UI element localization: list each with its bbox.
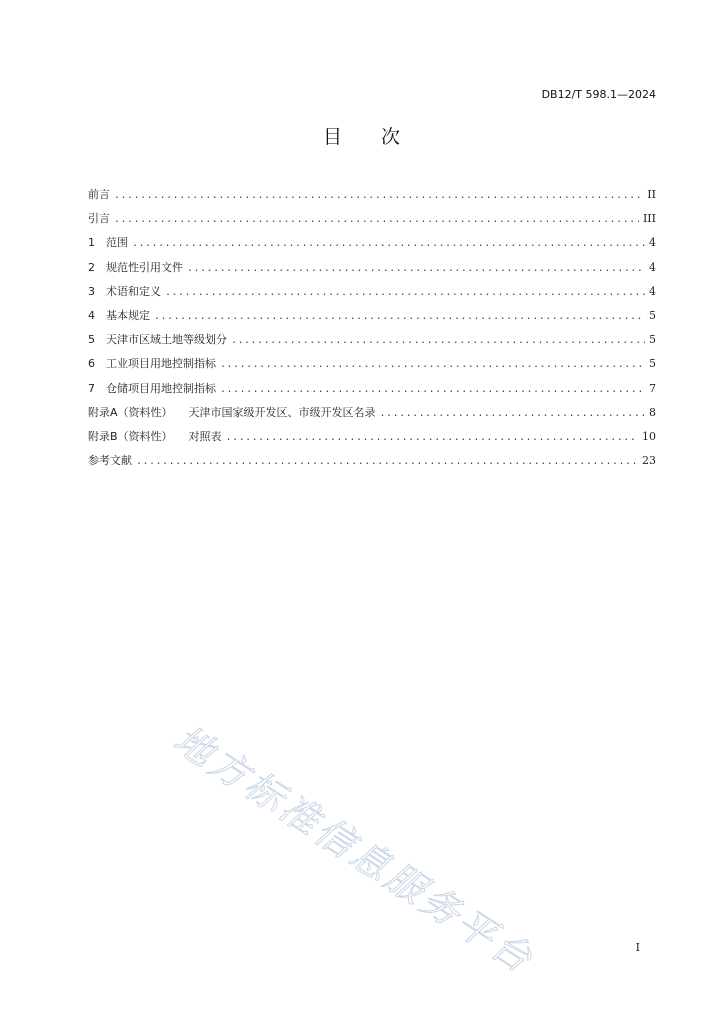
toc-label: 术语和定义 [106,284,161,298]
toc-section-number: 2 [88,260,95,274]
toc-leader-dots [220,384,645,395]
toc-label: 参考文献 [88,454,132,468]
toc-page-number: II [647,188,656,201]
table-of-contents [88,186,656,476]
toc-label: 工业项目用地控制指标 [106,357,216,371]
toc-leader-dots [220,359,645,370]
toc-label: 附录B（资料性） [88,429,173,443]
toc-entry-appendix-a[interactable] [88,404,656,428]
toc-page-number: 7 [649,381,656,395]
toc-page-number: III [642,212,656,226]
watermark: 地方标准信息服务平台 [166,716,543,983]
toc-section-number: 1 [88,236,95,250]
toc-page-number: 5 [649,357,656,371]
toc-page-number: 10 [642,429,656,443]
toc-entry-6[interactable] [88,355,656,379]
toc-label: 引言 [88,212,110,226]
toc-label: 附录A（资料性） [88,405,173,419]
toc-entry-references[interactable] [88,452,656,476]
toc-leader-dots [114,214,639,225]
toc-page-number: 5 [649,333,656,347]
toc-label: 范围 [106,236,128,250]
toc-entry-preface[interactable] [88,186,656,210]
toc-leader-dots [132,238,645,249]
toc-page-number: 4 [649,236,656,250]
document-code: DB12/T 598.1—2024 [541,88,656,101]
toc-label: 仓储项目用地控制指标 [106,381,216,395]
toc-section-number: 6 [88,357,95,371]
toc-section-number: 5 [88,333,95,347]
toc-page-number: 4 [649,284,656,298]
toc-page-number: 5 [649,308,656,322]
toc-entry-3[interactable] [88,283,656,307]
toc-section-number: 3 [88,284,95,298]
toc-entry-2[interactable] [88,259,656,283]
toc-leader-dots [187,263,645,274]
toc-entry-4[interactable] [88,307,656,331]
toc-entry-appendix-b[interactable] [88,428,656,452]
toc-leader-dots [114,190,643,201]
page-number: I [635,941,640,954]
title-char-left: 目 [322,126,343,148]
title-char-right: 次 [381,126,402,148]
toc-entry-introduction[interactable] [88,210,656,234]
toc-leader-dots [154,311,645,322]
toc-section-number: 7 [88,381,95,395]
toc-leader-dots [226,432,638,443]
toc-entry-1[interactable] [88,234,656,258]
toc-label: 基本规定 [106,308,150,322]
toc-label: 天津市区域土地等级划分 [106,333,227,347]
toc-section-number: 4 [88,308,95,322]
toc-entry-5[interactable] [88,331,656,355]
toc-page-number: 23 [642,454,656,468]
toc-label: 前言 [88,188,110,201]
toc-leader-dots [231,335,645,346]
toc-leader-dots [136,456,638,467]
toc-page-number: 4 [649,260,656,274]
toc-leader-dots [380,408,645,419]
page-title [0,122,724,149]
toc-sublabel: 对照表 [188,429,222,443]
toc-leader-dots [165,287,645,298]
toc-page-number: 8 [649,405,656,419]
toc-entry-7[interactable] [88,380,656,404]
toc-sublabel: 天津市国家级开发区、市级开发区名录 [188,405,376,419]
toc-label: 规范性引用文件 [106,260,183,274]
